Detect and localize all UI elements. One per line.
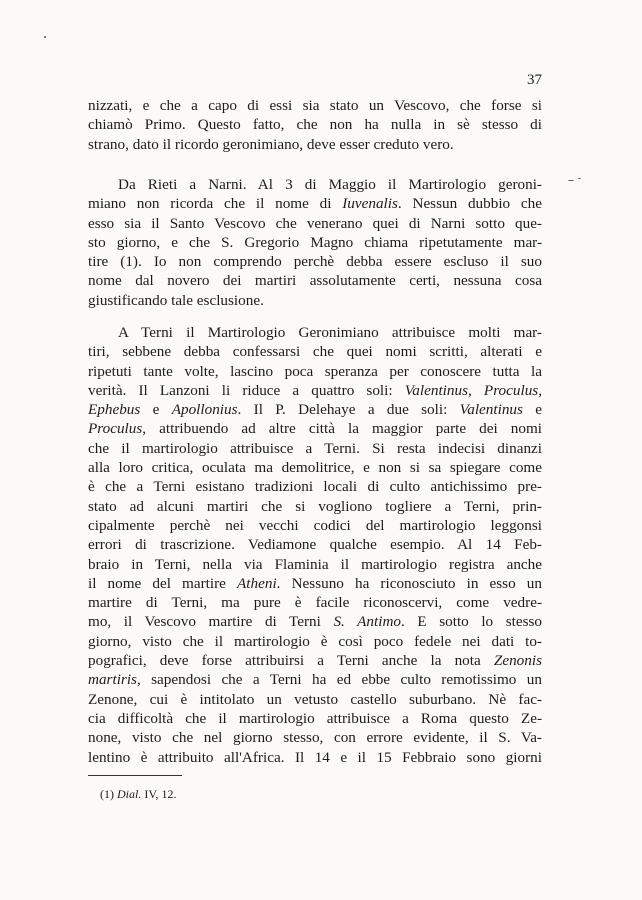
text-line: braio in Terni, nella via Flaminia il martirologio registra anche xyxy=(88,555,542,573)
text-line: miano non ricorda che il nome di Iuvenalis. Nessun dubbio che xyxy=(88,195,542,213)
text-line: nome dal novero dei martiri assolutamente certi, nessuna cosa xyxy=(88,272,542,290)
footnote-divider xyxy=(88,775,182,776)
footnote: (1) Dial. IV, 12. xyxy=(100,787,177,801)
text-line: cipalmente perchè nei vecchi codici del martirologio leggonsi xyxy=(88,516,542,534)
text-line: pografici, deve forse attribuirsi a Terni anche la nota Zenonis xyxy=(88,652,542,670)
text-line: Ephebus e Apollonius. Il P. Delehaye a due soli: Valentinus e xyxy=(88,401,542,419)
text-line: esso sia il Santo Vescovo che venerano quei di Narni sotto que- xyxy=(88,214,542,232)
text-line: ripetuti tante volte, lascino poca speranza per conoscere tutta la xyxy=(88,362,542,380)
text-line: none, visto che nel giorno stesso, con errore evidente, il S. Va- xyxy=(88,729,542,747)
text-line: nizzati, e che a capo di essi sia stato un Vescovo, che forse si xyxy=(88,97,542,114)
text-line: lentino è attribuito all'Africa. Il 14 e il 15 Febbraio sono giorni xyxy=(88,748,542,766)
text-line: Proculus, attribuendo ad altre città la maggior parte dei nomi xyxy=(88,420,542,438)
text-line: sto giorno, e che S. Gregorio Magno chiama ripetutamente mar- xyxy=(88,233,542,251)
paragraph-1 xyxy=(88,96,542,154)
text-line: giorno, visto che il martirologio è così poco fedele nei dati to- xyxy=(88,632,542,650)
paragraph-2 xyxy=(88,175,542,310)
text-line: martiris, sapendosi che a Terni ha ed ebbe culto remotissimo un xyxy=(88,671,542,689)
scan-speck xyxy=(568,180,574,181)
text-line: A Terni il Martirologio Geronimiano attribuisce molti mar- xyxy=(118,324,542,341)
text-line: mo, il Vescovo martire di Terni S. Antimo. E sotto lo stesso xyxy=(88,613,542,631)
text-line: errori di trascrizione. Vediamone qualche esempio. Al 14 Feb- xyxy=(88,536,542,554)
text-line: che il martirologio attribuisce a Terni. Si resta indecisi dinanzi xyxy=(88,439,542,457)
text-line: cia difficoltà che il martirologio attribuisce a Roma questo Ze- xyxy=(88,709,542,727)
text-line: Zenone, cui è intitolato un vetusto castello suburbano. Nè fac- xyxy=(88,690,542,708)
text-line: chiamò Primo. Questo fatto, che non ha nulla in sè stesso di xyxy=(88,116,542,134)
text-line: giustificando tale esclusione. xyxy=(88,291,264,309)
text-line: tire (1). Io non comprendo perchè debba essere escluso il suo xyxy=(88,253,542,271)
text-line: martire di Terni, ma pure è facile riconoscervi, come vedre- xyxy=(88,594,542,612)
text-line: tiri, sebbene debba confessarsi che quei nomi scritti, alterati e xyxy=(88,343,542,361)
text-line: Da Rieti a Narni. Al 3 di Maggio il Martirologio geroni- xyxy=(118,176,542,193)
page-number: 37 xyxy=(527,72,542,88)
text-line: alla loro critica, oculata ma demolitrice, e non si sa spiegare come xyxy=(88,459,542,477)
scan-speck xyxy=(44,36,46,38)
text-line: è che a Terni esistano tradizioni locali di culto antichissimo pre- xyxy=(88,478,542,496)
text-line: strano, dato il ricordo geronimiano, deve esser creduto vero. xyxy=(88,135,454,153)
text-line: verità. Il Lanzoni li riduce a quattro soli: Valentinus, Proculus, xyxy=(88,381,542,399)
text-line: stato ad alcuni martiri che si vogliono togliere a Terni, prin- xyxy=(88,497,542,515)
paragraph-3 xyxy=(88,323,542,767)
text-line: il nome del martire Atheni. Nessuno ha riconosciuto in esso un xyxy=(88,574,542,592)
scan-speck xyxy=(578,178,581,179)
